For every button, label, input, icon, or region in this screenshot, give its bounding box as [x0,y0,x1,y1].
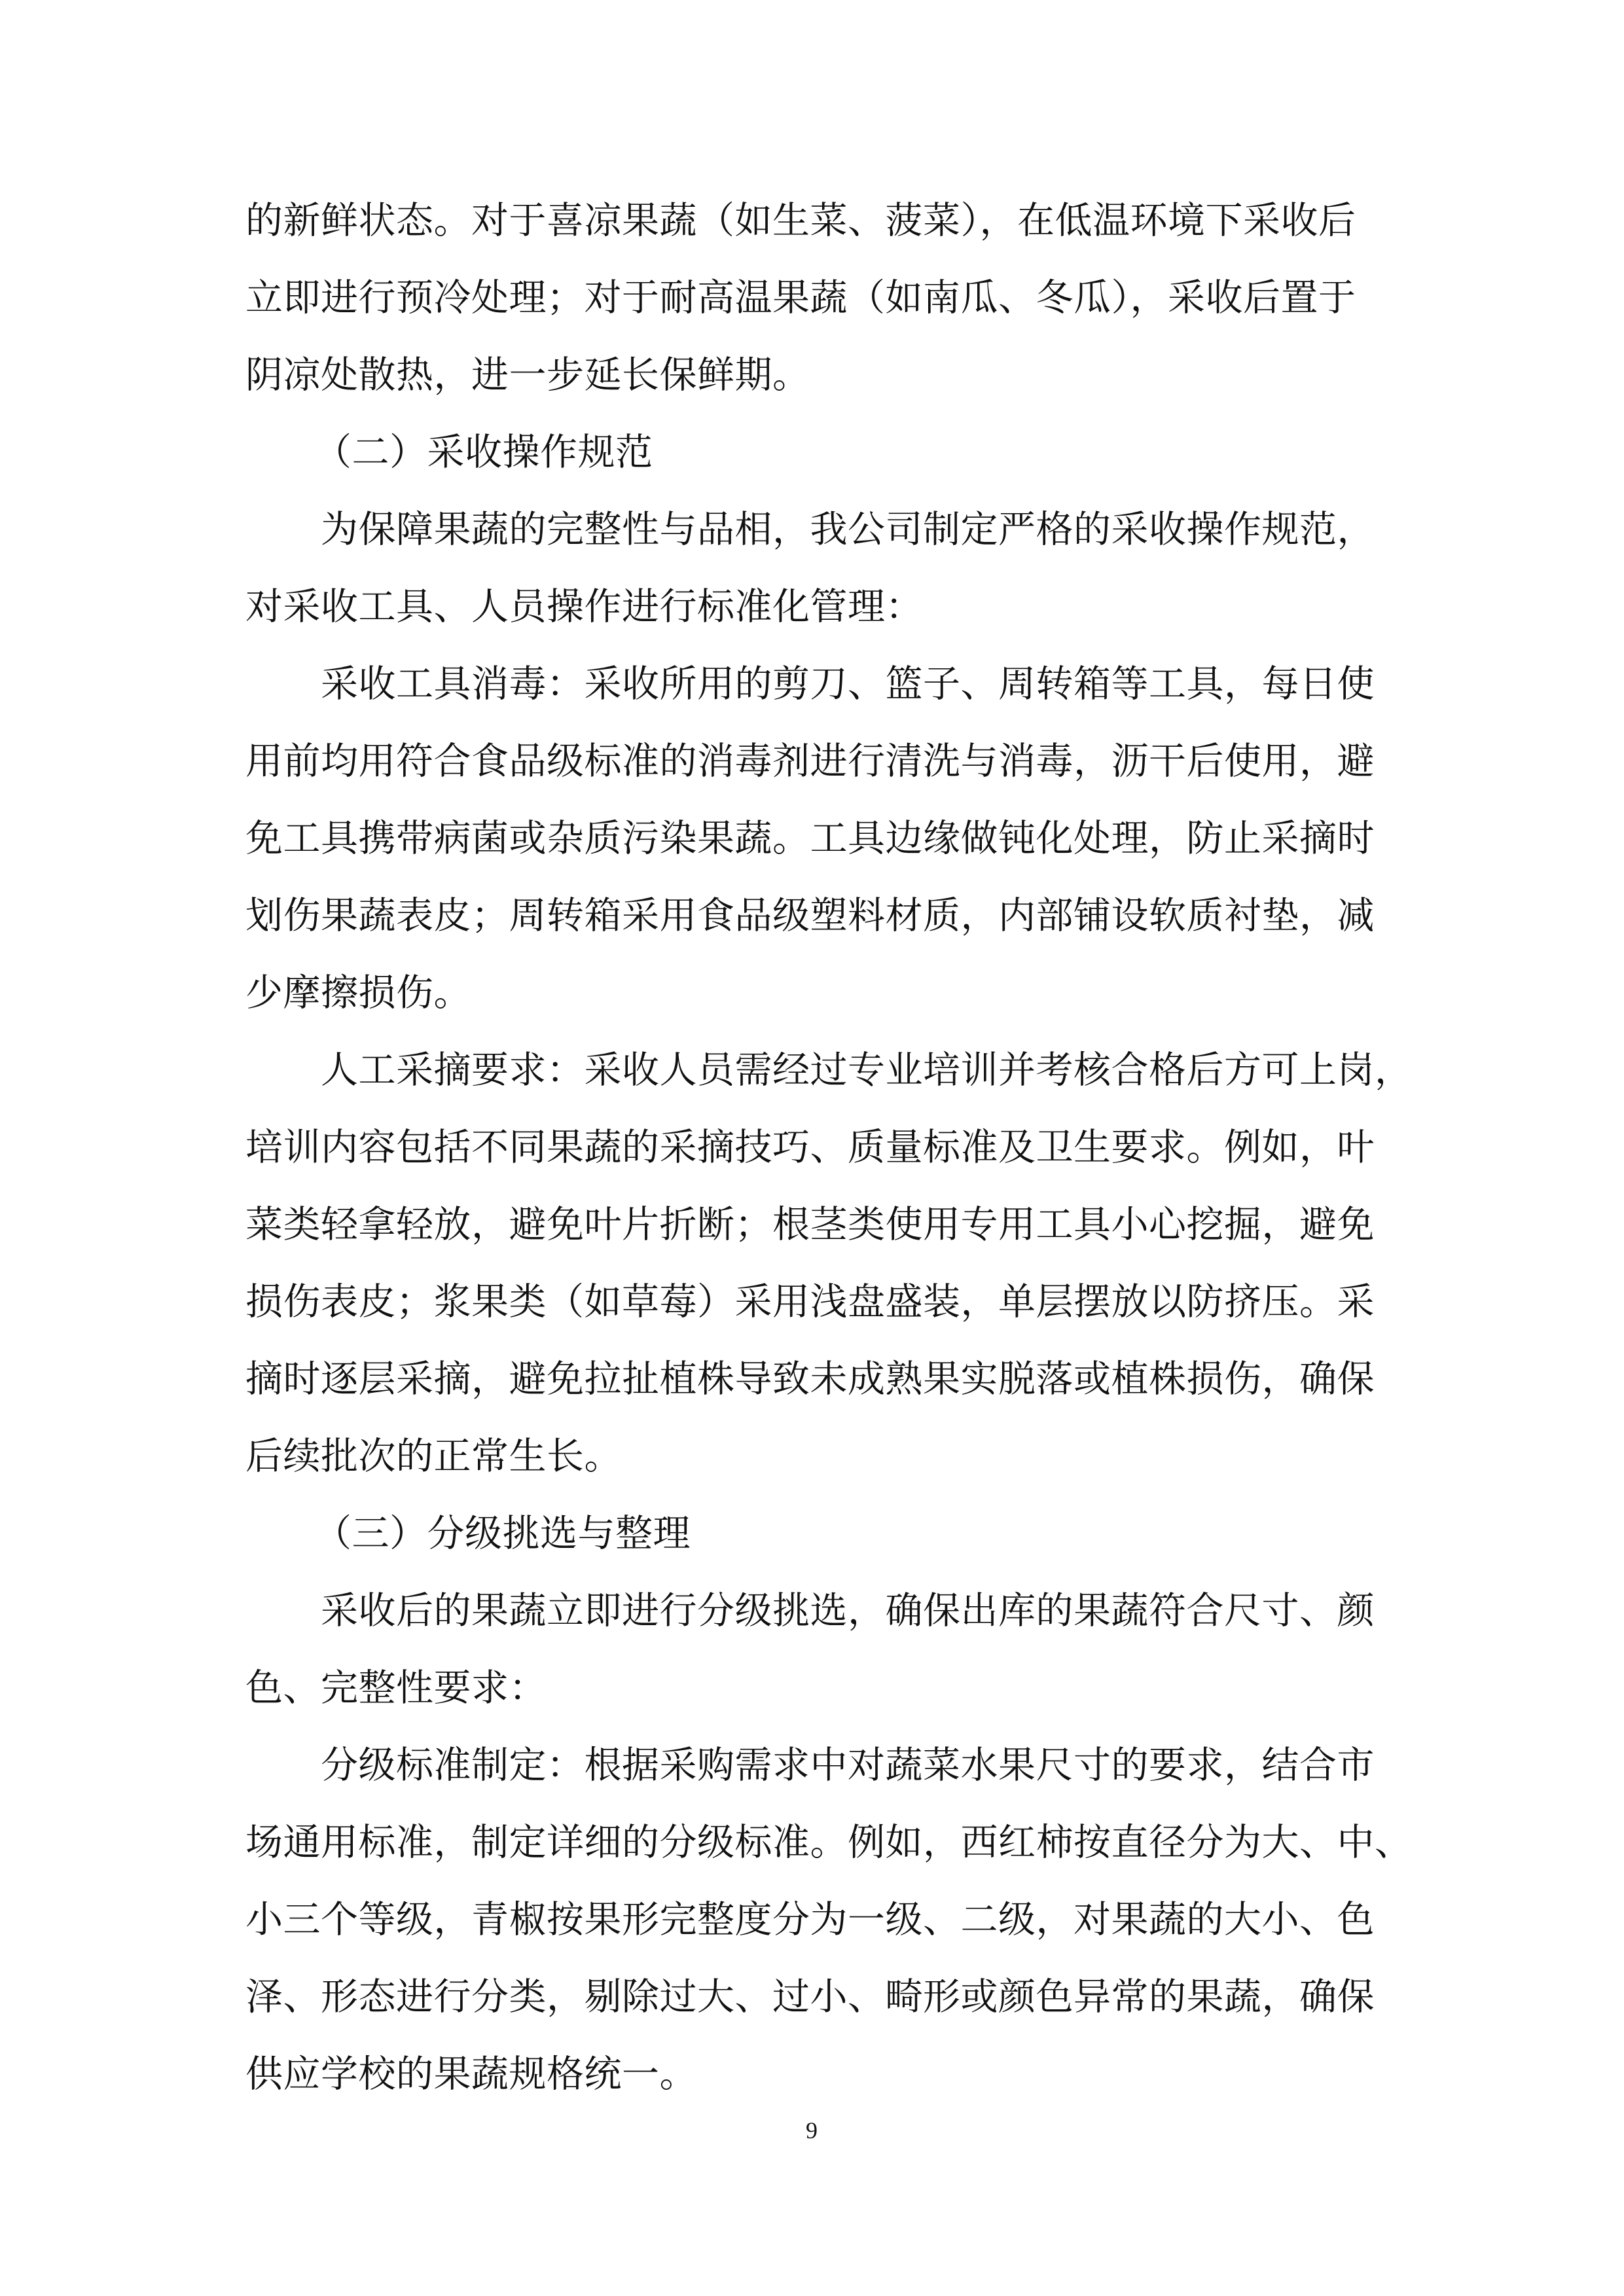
text-line: 阴凉处散热，进一步延长保鲜期。 [245,353,810,397]
section-heading: （二）采收操作规范 [314,431,653,474]
text-line: 摘时逐层采摘，避免拉扯植株导致未成熟果实脱落或植株损伤，确保 [245,1357,1375,1401]
text-line: 立即进行预冷处理；对于耐高温果蔬（如南瓜、冬瓜），采收后置于 [245,276,1356,319]
text-line: 用前均用符合食品级标准的消毒剂进行清洗与消毒，沥干后使用，避 [245,740,1375,783]
text-line: 色、完整性要求： [245,1666,547,1710]
text-line: 损伤表皮；浆果类（如草莓）采用浅盘盛装，单层摆放以防挤压。采 [245,1280,1375,1323]
text-line: 采收工具消毒：采收所用的剪刀、篮子、周转箱等工具，每日使 [321,662,1375,706]
text-line: 为保障果蔬的完整性与品相，我公司制定严格的采收操作规范， [321,508,1375,551]
text-line: 人工采摘要求：采收人员需经过专业培训并考核合格后方可上岗， [321,1049,1413,1092]
text-line: 小三个等级，青椒按果形完整度分为一级、二级，对果蔬的大小、色 [245,1898,1375,1941]
text-line: 供应学校的果蔬规格统一。 [245,2053,697,2096]
text-line: 场通用标准，制定详细的分级标准。例如，西红柿按直径分为大、中、 [245,1821,1413,1864]
page-number: 9 [806,2117,818,2144]
text-line: 培训内容包括不同果蔬的采摘技巧、质量标准及卫生要求。例如，叶 [245,1126,1375,1169]
text-line: 对采收工具、人员操作进行标准化管理： [245,585,923,628]
text-line: 泽、形态进行分类，剔除过大、过小、畸形或颜色异常的果蔬，确保 [245,1975,1375,2018]
text-line: 分级标准制定：根据采购需求中对蔬菜水果尺寸的要求，结合市 [321,1744,1375,1787]
text-line: 后续批次的正常生长。 [245,1435,622,1478]
text-line: 采收后的果蔬立即进行分级挑选，确保出库的果蔬符合尺寸、颜 [321,1589,1375,1632]
text-line: 的新鲜状态。对于喜凉果蔬（如生菜、菠菜），在低温环境下采收后 [245,199,1356,242]
text-line: 少摩擦损伤。 [245,971,471,1014]
text-line: 免工具携带病菌或杂质污染果蔬。工具边缘做钝化处理，防止采摘时 [245,817,1375,860]
text-line: 划伤果蔬表皮；周转箱采用食品级塑料材质，内部铺设软质衬垫，减 [245,894,1375,937]
text-line: 菜类轻拿轻放，避免叶片折断；根茎类使用专用工具小心挖掘，避免 [245,1203,1375,1246]
section-heading: （三）分级挑选与整理 [314,1512,691,1555]
